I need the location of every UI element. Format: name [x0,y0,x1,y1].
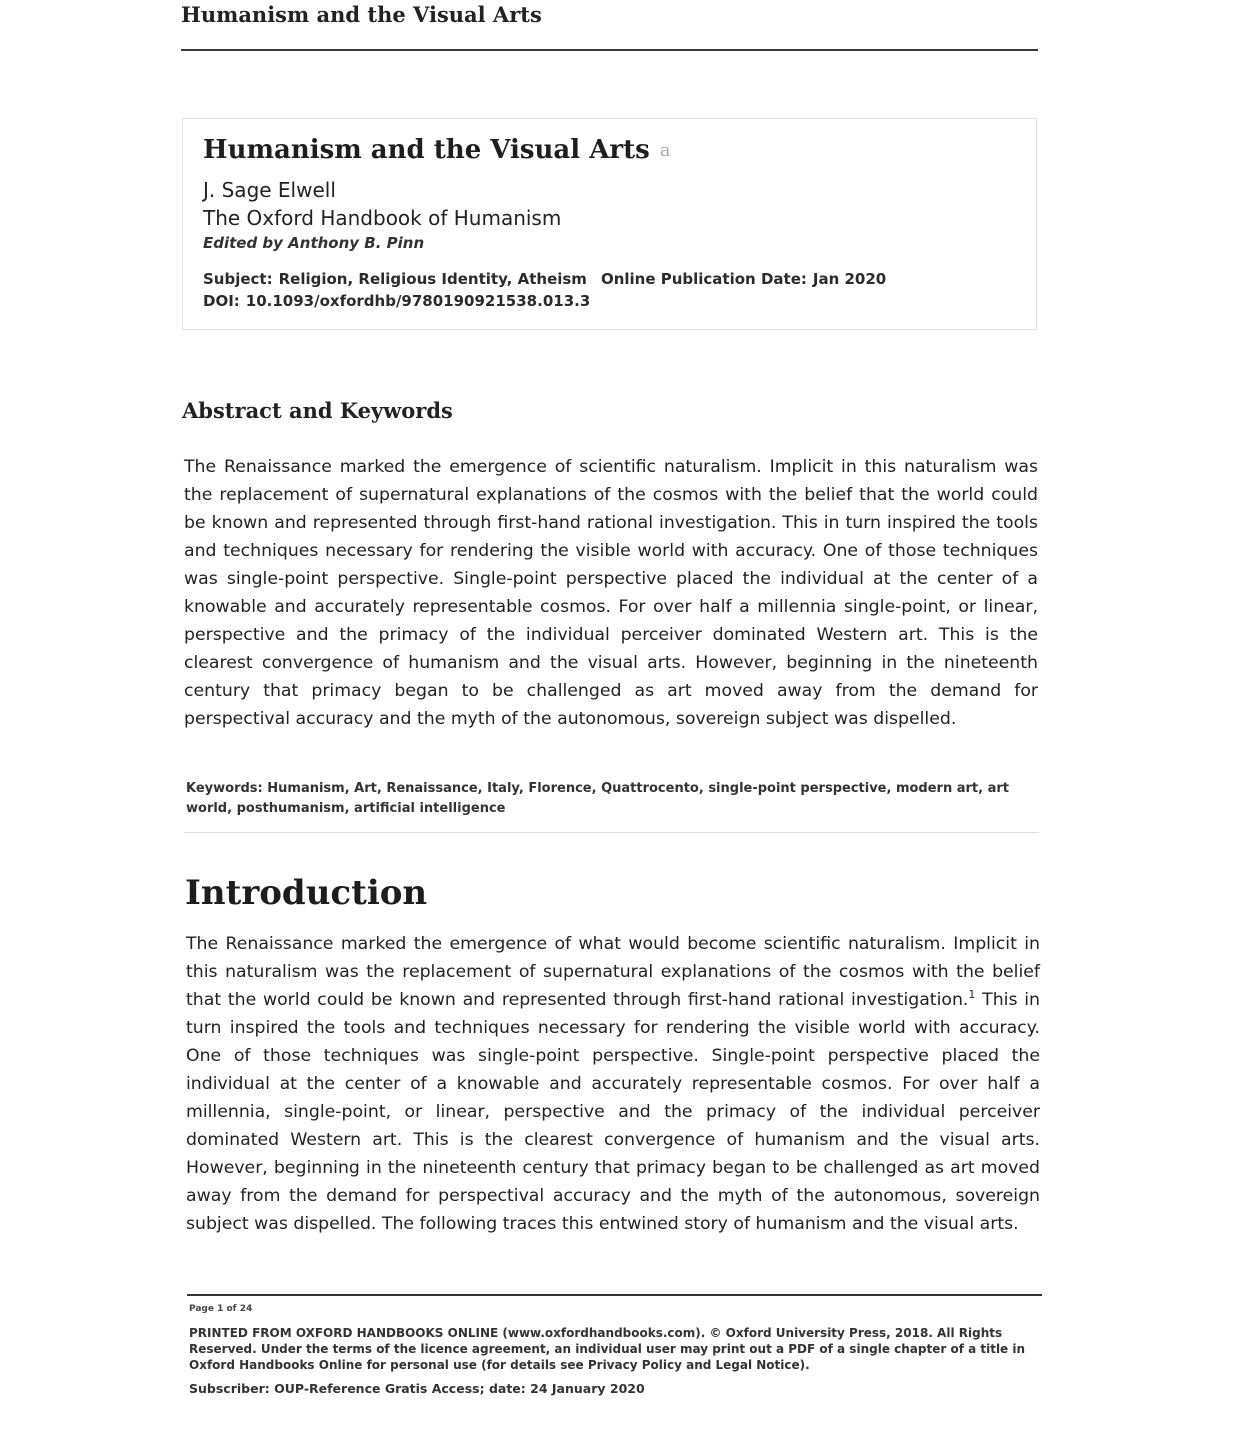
page-number: Page 1 of 24 [189,1304,253,1314]
pub-date-value: Jan 2020 [812,270,887,288]
chapter-title [203,135,670,165]
section-divider [184,832,1039,833]
open-access-icon: a [659,140,671,161]
subject-value: Religion, Religious Identity, Atheism [278,270,587,288]
subscriber-label: Subscriber: [189,1381,270,1396]
pub-date-label: Online Publication Date: [600,270,807,288]
intro-text-part1: The Renaissance marked the emergence of what would become scientific naturalism. Implicit in this naturalism was the replacement of supernatural explanations of the cosmos with the belief that the world could be known and represented through first-hand rational investigation. [186,934,1040,1010]
running-head: Humanism and the Visual Arts [181,2,542,27]
footer-rule [187,1294,1042,1296]
keywords-label: Keywords: [186,781,263,796]
book-title[interactable]: The Oxford Handbook of Humanism [203,206,562,230]
subject-label: Subject: [203,270,273,288]
editor-line: Edited by Anthony B. Pinn [203,234,425,252]
subscriber-value: OUP-Reference Gratis Access; [274,1381,485,1396]
abstract-text: The Renaissance marked the emergence of scientific naturalism. Implicit in this naturalism was the replacement of supernatural explanations of the cosmos with the belief that the world could be known and represented through first-hand rational investigation. This in turn inspired the tools and techniques necessary for rendering the visible world with accuracy. One of those techniques was single-point perspective. Single-point perspective placed the individual at the center of a knowable and accurately representable cosmos. For over half a millennia single-point, or linear, perspective and the primacy of the individual perceiver dominated Western art. This is the clearest convergence of humanism and the visual arts. However, beginning in the nineteenth century that primacy began to be challenged as art moved away from the demand for perspectival accuracy and the myth of the autonomous, sovereign subject was dispelled. [184,457,1038,729]
header-rule [181,49,1038,51]
introduction-text [186,930,1040,1238]
keywords [186,779,1036,819]
intro-text-part2: This in turn inspired the tools and techniques necessary for rendering the visible world with accuracy. One of those techniques was single-point perspective. Single-point perspective placed the individual at the center of a knowable and accurately representable cosmos. For over half a millennia, single-point, or linear, perspective and the primacy of the individual perceiver dominated Western art. This is the clearest convergence of humanism and the visual arts. However, beginning in the nineteenth century that primacy began to be challenged as art moved away from the demand for perspectival accuracy and the myth of the autonomous, sovereign subject was dispelled. The following traces this entwined story of humanism and the visual arts. [186,990,1040,1234]
doi-value[interactable]: 10.1093/oxfordhb/9780190921538.013.3 [245,292,591,310]
doi-label: DOI: [203,292,240,310]
keywords-list: Humanism, Art, Renaissance, Italy, Florence, Quattrocento, single-point perspective, modern art, art world, posthumanism, artificial intelligence [186,781,1010,816]
doi-line [203,292,590,310]
author-name[interactable]: J. Sage Elwell [203,178,336,202]
chapter-title-text: Humanism and the Visual Arts [203,135,650,165]
date-label: date: [488,1381,526,1396]
introduction-heading: Introduction [185,873,428,913]
abstract-heading: Abstract and Keywords [182,398,453,423]
date-value: 24 January 2020 [530,1381,645,1396]
subscriber-line [189,1381,645,1396]
subject-line [203,270,886,288]
footnote-ref[interactable]: 1 [968,988,976,1002]
copyright-notice: PRINTED FROM OXFORD HANDBOOKS ONLINE (www.oxfordhandbooks.com). © Oxford University Press, 2018. All Rights Reserved. Under the terms of the licence agreement, an individual user may print out a PDF of a single chapter of a title in Oxford Handbooks Online for personal use (for details see Privacy Policy and Legal Notice). [189,1326,1026,1372]
